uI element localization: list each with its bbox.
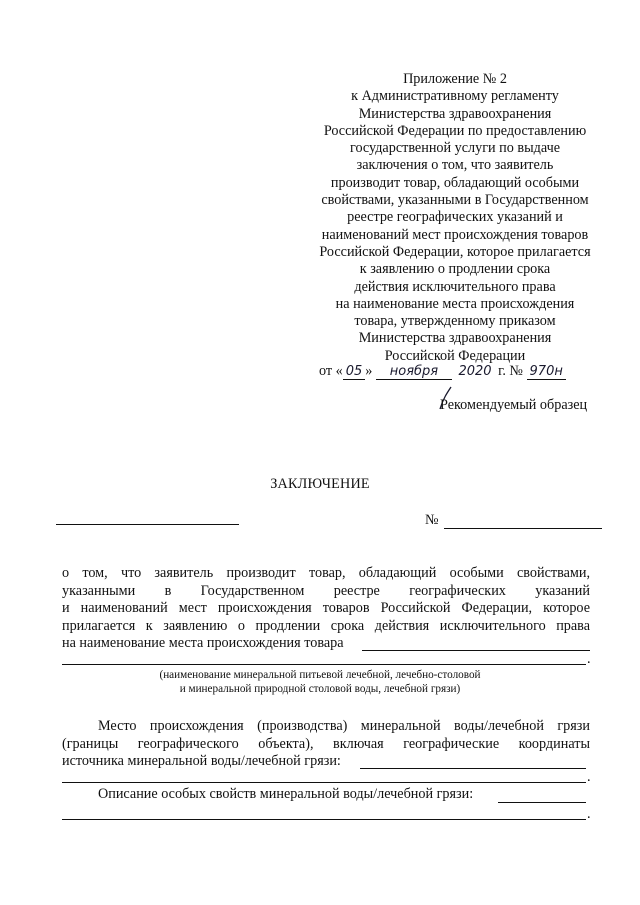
special-properties-paragraph [98,786,518,804]
paragraph-line: о том, что заявитель производит товар, обладающий особыми свойствами, [62,565,590,581]
special-properties-line-2 [62,819,586,820]
year-suffix: г. № [498,363,523,379]
paragraph-line: и наименований мест происхождения товаров Российской Федерации, которое [62,600,590,617]
end-dot: . [587,769,591,785]
paragraph-line: Место происхождения (производства) минеральной воды/лечебной грязи [98,718,590,734]
document-title: ЗАКЛЮЧЕНИЕ [270,476,370,492]
appendix-line: свойствами, указанными в Государственном [321,192,589,209]
paragraph-line: (границы географического объекта), включая географические координаты [62,735,590,752]
end-dot: . [587,806,591,822]
product-name-line-2 [62,664,586,665]
caption-line: и минеральной природной столовой воды, лечебной грязи) [179,683,461,695]
number-sign: № [425,512,439,528]
handwritten-day: 05 [343,364,366,380]
conclusion-subject-paragraph [62,565,590,653]
handwritten-year: 2020 [458,364,492,379]
appendix-line: государственной услуги по выдаче [349,140,561,157]
product-name-line-1 [362,650,590,651]
appendix-line: производит товар, обладающий особыми [330,174,580,191]
paragraph-line: источника минеральной воды/лечебной грязи: [62,753,341,770]
end-dot: . [587,651,591,667]
appendix-line: Министерства здравоохранения [358,330,552,347]
appendix-line: Российской Федерации по предоставлению [323,122,587,139]
appendix-line: Министерства здравоохранения [358,105,552,122]
appendix-line: Российской Федерации, которое прилагается [319,243,591,260]
appendix-line: реестре географических указаний и [347,209,563,226]
caption-line: (наименование минеральной питьевой лечебной, лечебно-столовой [159,669,481,681]
sample-label: Рекомендуемый образец [440,397,588,413]
date-prefix: от « [319,363,343,379]
appendix-line: на наименование места происхождения [335,295,575,312]
blank-date-line [56,524,239,525]
paragraph-line: прилагается к заявлению о продлении срока действия исключительного права [62,617,590,634]
paragraph-line: Описание особых свойств минеральной воды/лечебной грязи: [98,786,474,802]
paragraph-line: на наименование места происхождения товара [62,635,344,652]
date-mid: » [365,363,373,379]
appendix-line: Российской Федерации [384,347,526,364]
origin-place-line-1 [360,768,586,769]
appendix-line: заключения о том, что заявитель [356,157,554,174]
handwritten-month: ноября [376,364,452,380]
order-date-line [319,363,566,380]
paragraph-line: указанными в Государственном реестре географических указаний [62,582,590,599]
special-properties-line-1 [498,802,586,803]
product-name-caption [0,668,640,696]
appendix-line: к Административному регламенту [351,88,559,105]
blank-number-line [444,528,602,529]
appendix-line: товара, утвержденному приказом [354,313,556,330]
appendix-header [300,71,610,365]
handwritten-order-number: 970н [527,364,566,380]
appendix-line: наименований мест происхождения товаров [321,226,589,243]
appendix-line: Приложение № 2 [403,71,507,87]
origin-place-paragraph [62,718,590,771]
appendix-line: действия исключительного права [354,278,556,295]
appendix-line: к заявлению о продлении срока [359,261,551,278]
origin-place-line-2 [62,782,586,783]
